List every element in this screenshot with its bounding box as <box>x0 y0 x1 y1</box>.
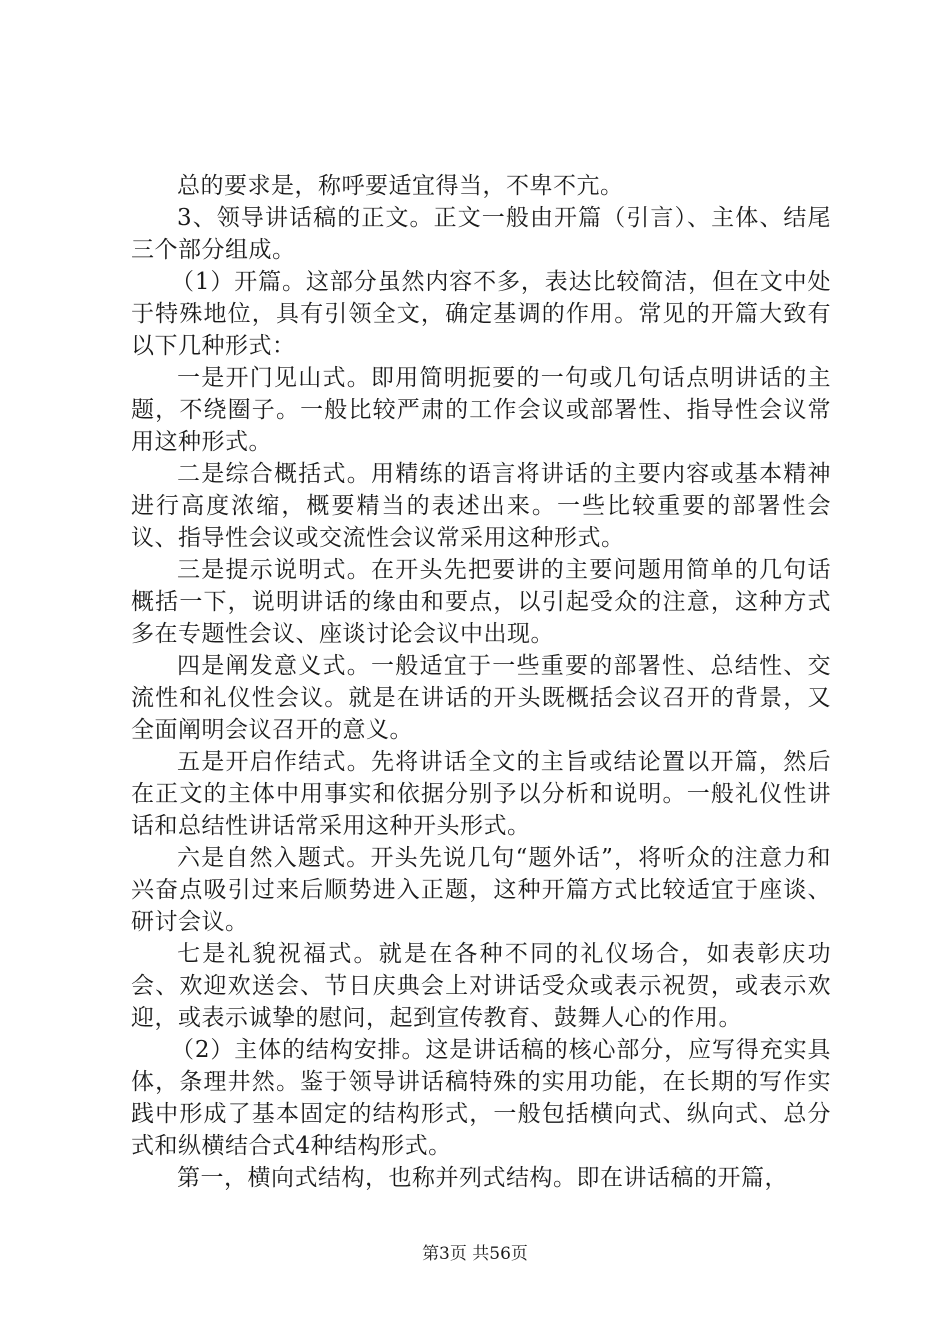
paragraph-opening-type-2: 二是综合概括式。用精练的语言将讲话的主要内容或基本精神进行高度浓缩，概要精当的表述出来。一些比较重要的部署性会议、指导性会议或交流性会议常采用这种形式。 <box>131 461 831 551</box>
paragraph-main-text-section: 3、领导讲话稿的正文。正文一般由开篇（引言）、主体、结尾三个部分组成。 <box>131 205 831 263</box>
page-number-footer: 第3页 共56页 <box>422 1244 528 1264</box>
paragraph-opening-type-6: 六是自然入题式。开头先说几句“题外话”，将听众的注意力和兴奋点吸引过来后顺势进入正题，这种开篇方式比较适宜于座谈、研讨会议。 <box>131 845 831 935</box>
paragraph-opening-type-5: 五是开启作结式。先将讲话全文的主旨或结论置以开篇，然后在正文的主体中用事实和依据分别予以分析和说明。一般礼仪性讲话和总结性讲话常采用这种开头形式。 <box>131 749 831 839</box>
document-body <box>131 170 831 1194</box>
paragraph-opening-type-4: 四是阐发意义式。一般适宜于一些重要的部署性、总结性、交流性和礼仪性会议。就是在讲话的开头既概括会议召开的背景，又全面阐明会议召开的意义。 <box>131 653 831 743</box>
paragraph-salutation-requirement: 总的要求是，称呼要适宜得当，不卑不亢。 <box>177 173 624 199</box>
paragraph-opening-type-3: 三是提示说明式。在开头先把要讲的主要问题用简单的几句话概括一下，说明讲话的缘由和要点，以引起受众的注意，这种方式多在专题性会议、座谈讨论会议中出现。 <box>131 557 831 647</box>
paragraph-opening-type-1: 一是开门见山式。即用简明扼要的一句或几句话点明讲话的主题，不绕圈子。一般比较严肃的工作会议或部署性、指导性会议常用这种形式。 <box>131 365 831 455</box>
paragraph-opening-type-7: 七是礼貌祝福式。就是在各种不同的礼仪场合，如表彰庆功会、欢迎欢送会、节日庆典会上对讲话受众或表示祝贺，或表示欢迎，或表示诚挚的慰问，起到宣传教育、鼓舞人心的作用。 <box>131 941 831 1031</box>
paragraph-horizontal-structure: 第一，横向式结构，也称并列式结构。即在讲话稿的开篇， <box>177 1165 788 1191</box>
paragraph-body-structure: （2）主体的结构安排。这是讲话稿的核心部分，应写得充实具体，条理井然。鉴于领导讲话稿特殊的实用功能，在长期的写作实践中形成了基本固定的结构形式，一般包括横向式、纵向式、总分式和纵横结合式4种结构形式。 <box>131 1037 831 1159</box>
paragraph-opening: （1）开篇。这部分虽然内容不多，表达比较简洁，但在文中处于特殊地位，具有引领全文，确定基调的作用。常见的开篇大致有以下几种形式： <box>131 269 831 359</box>
